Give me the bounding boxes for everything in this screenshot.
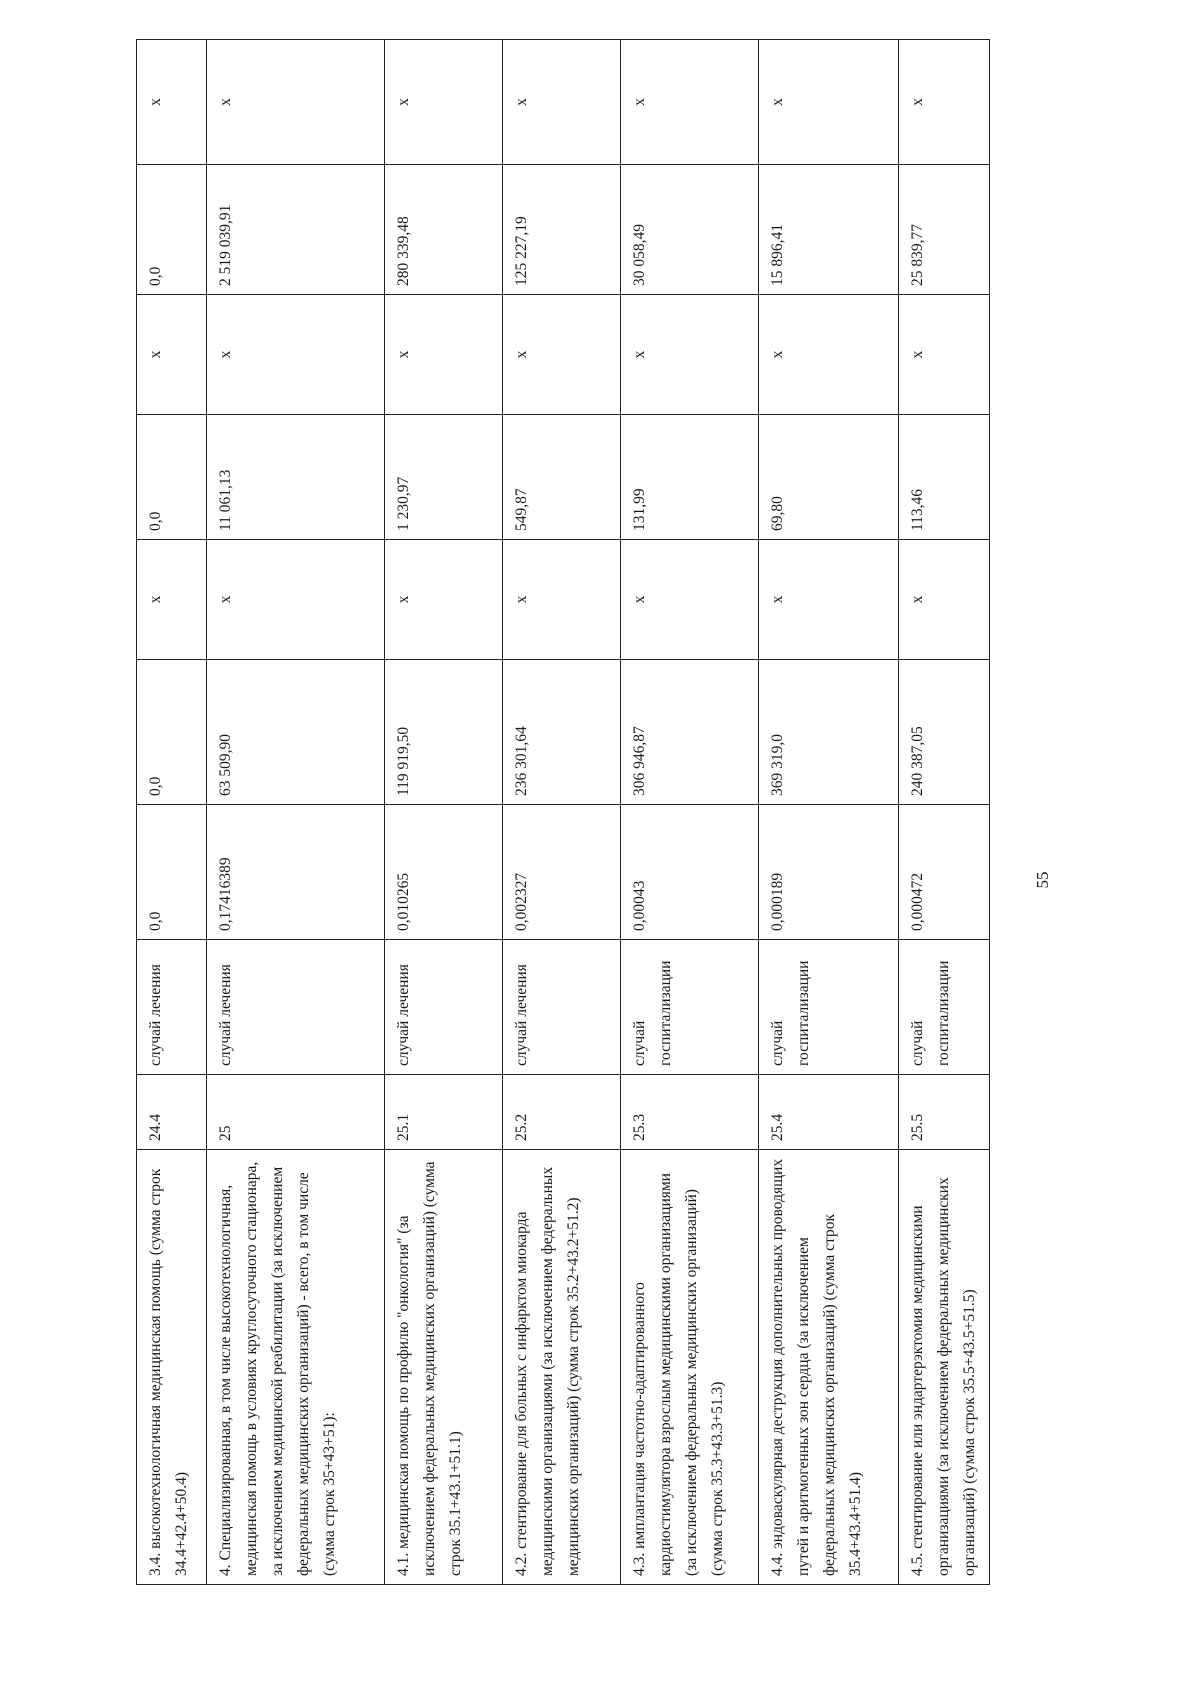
row-value-7: x [385, 40, 503, 165]
row-value-4: 113,46 [899, 415, 990, 540]
table-row [503, 40, 621, 1585]
row-value-2: 0,0 [137, 660, 207, 805]
row-value-2: 63 509,90 [207, 660, 385, 805]
row-value-2: 119 919,50 [385, 660, 503, 805]
finance-table [136, 39, 990, 1585]
row-value-2: 240 387,05 [899, 660, 990, 805]
row-line-number: 24.4 [137, 1075, 207, 1150]
row-value-5: x [385, 295, 503, 415]
row-value-3: x [207, 540, 385, 660]
row-description: 3.4. высокотехнологичная медицинская помощь (сумма строк 34.4+42.4+50.4) [137, 1150, 207, 1585]
row-value-1: 0,000189 [759, 805, 899, 940]
row-value-5: x [759, 295, 899, 415]
row-unit: случай лечения [385, 940, 503, 1075]
row-value-5: x [503, 295, 621, 415]
row-value-5: x [207, 295, 385, 415]
row-value-1: 0,0 [137, 805, 207, 940]
table-row [207, 40, 385, 1585]
row-value-1: 0,010265 [385, 805, 503, 940]
row-value-7: x [137, 40, 207, 165]
row-value-1: 0,00043 [621, 805, 759, 940]
row-value-6: 2 519 039,91 [207, 165, 385, 295]
rotated-page-content [136, 40, 981, 1585]
row-value-6: 30 058,49 [621, 165, 759, 295]
row-value-1: 0,1741638​9 [207, 805, 385, 940]
row-unit: случай лечения [207, 940, 385, 1075]
row-value-6: 15 896,41 [759, 165, 899, 295]
row-description: 4.1. медицинская помощь по профилю "онкология" (за исключением федеральных медицинских организаций) (сумма строк 35.1+43.1+51.1) [385, 1150, 503, 1585]
row-description: 4. Специализированная, в том числе высокотехнологичная, медицинская помощь в условиях круглосуточного стационара, за исключением медицинской реабилитации (за исключением федеральных медицинских организаций) - всего, в том числе (сумма строк 35+43+51): [207, 1150, 385, 1585]
table-row [385, 40, 503, 1585]
page-number: 55 [1033, 871, 1052, 889]
row-unit: случай госпитализации [621, 940, 759, 1075]
row-value-3: x [759, 540, 899, 660]
row-value-5: x [137, 295, 207, 415]
row-value-3: x [503, 540, 621, 660]
row-value-3: x [899, 540, 990, 660]
row-value-4: 69,80 [759, 415, 899, 540]
row-line-number: 25.4 [759, 1075, 899, 1150]
row-description: 4.4. эндоваскулярная деструкция дополнительных проводящих путей и аритмогенных зон сердца (за исключением федеральных медицинских организаций) (сумма строк 35.4+43.4+51.4) [759, 1150, 899, 1585]
row-value-6: 25 839,77 [899, 165, 990, 295]
row-value-7: x [207, 40, 385, 165]
row-unit: случай госпитализации [759, 940, 899, 1075]
row-value-5: x [621, 295, 759, 415]
row-value-6: 280 339,48 [385, 165, 503, 295]
row-value-5: x [899, 295, 990, 415]
table-row [137, 40, 207, 1585]
row-value-7: x [899, 40, 990, 165]
row-value-6: 0,0 [137, 165, 207, 295]
table-row [759, 40, 899, 1585]
row-value-4: 131,99 [621, 415, 759, 540]
row-value-3: x [137, 540, 207, 660]
row-value-3: x [385, 540, 503, 660]
row-value-1: 0,000472 [899, 805, 990, 940]
table-row [621, 40, 759, 1585]
row-value-7: x [759, 40, 899, 165]
row-value-4: 1 230,97 [385, 415, 503, 540]
row-value-3: x [621, 540, 759, 660]
row-value-4: 0,0 [137, 415, 207, 540]
row-line-number: 25.1 [385, 1075, 503, 1150]
row-unit: случай лечения [137, 940, 207, 1075]
row-description: 4.3. имплантация частотно-адаптированного кардиостимулятора взрослым медицинскими организациями (за исключением федеральных медицинских организаций) (сумма строк 35.3+43.3+51.3) [621, 1150, 759, 1585]
row-line-number: 25.5 [899, 1075, 990, 1150]
row-value-7: x [503, 40, 621, 165]
row-line-number: 25.3 [621, 1075, 759, 1150]
row-value-4: 549,87 [503, 415, 621, 540]
row-unit: случай лечения [503, 940, 621, 1075]
row-value-7: x [621, 40, 759, 165]
row-description: 4.5. стентирование или эндартерэктомия медицинскими организациями (за исключением федеральных медицинских организаций) (сумма строк 35.5+43.5+51.5) [899, 1150, 990, 1585]
row-unit: случай госпитализации [899, 940, 990, 1075]
row-value-1: 0,002327 [503, 805, 621, 940]
row-value-2: 369 319,0 [759, 660, 899, 805]
table-row [899, 40, 990, 1585]
row-value-4: 11 061,13 [207, 415, 385, 540]
row-description: 4.2. стентирование для больных с инфарктом миокарда медицинскими организациями (за исключением федеральных медицинских организаций) (сумма строк 35.2+43.2+51.2) [503, 1150, 621, 1585]
row-value-6: 125 227,19 [503, 165, 621, 295]
row-value-2: 236 301,64 [503, 660, 621, 805]
row-value-2: 306 946,87 [621, 660, 759, 805]
row-line-number: 25 [207, 1075, 385, 1150]
row-line-number: 25.2 [503, 1075, 621, 1150]
